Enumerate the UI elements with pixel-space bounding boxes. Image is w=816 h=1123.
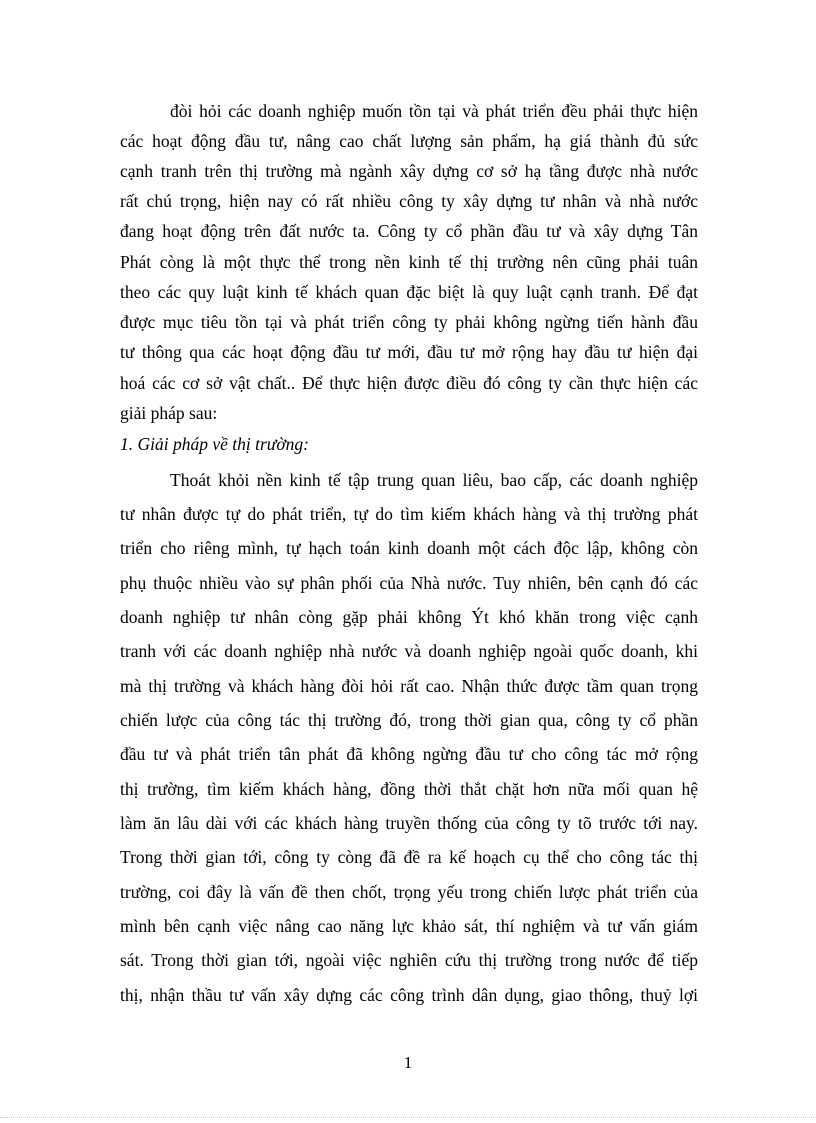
paragraph-2-line-3: triển cho riêng mình, tự hạch toán kinh doanh một cách độc lập, không còn: [120, 538, 698, 558]
paragraph-1-line-7: theo các quy luật kinh tế khách quan đặc biệt là quy luật cạnh tranh. Để đạt: [120, 282, 698, 302]
paragraph-2-line-10: thị trường, tìm kiếm khách hàng, đồng thời thắt chặt hơn nữa mối quan hệ: [120, 779, 698, 799]
paragraph-1-line-5: đang hoạt động trên đất nước ta. Công ty cổ phần đầu tư và xây dựng Tân: [120, 221, 698, 241]
paragraph-2-line-1: Thoát khỏi nền kinh tế tập trung quan liêu, bao cấp, các doanh nghiệp: [170, 470, 698, 490]
paragraph-1-line-3: cạnh tranh trên thị trường mà ngành xây dựng cơ sở hạ tầng được nhà nước: [120, 161, 698, 181]
paragraph-2-line-13: trường, coi đây là vấn đề then chốt, trọng yếu trong chiến lược phát triển của: [120, 882, 698, 902]
paragraph-2-line-4: phụ thuộc nhiều vào sự phân phối của Nhà nước. Tuy nhiên, bên cạnh đó các: [120, 573, 698, 593]
paragraph-2-line-16: thị, nhận thầu tư vấn xây dựng các công trình dân dụng, giao thông, thuỷ lợi: [120, 985, 698, 1005]
paragraph-1-line-4: rất chú trọng, hiện nay có rất nhiều công ty xây dựng tư nhân và nhà nước: [120, 191, 698, 211]
paragraph-2-line-9: đầu tư và phát triển tân phát đã không ngừng đầu tư cho công tác mở rộng: [120, 744, 698, 764]
paragraph-1-line-9: tư thông qua các hoạt động đầu tư mới, đầu tư mở rộng hay đầu tư hiện đại: [120, 342, 698, 362]
page-bottom-rule: [0, 1117, 816, 1118]
paragraph-1-line-2: các hoạt động đầu tư, nâng cao chất lượng sản phẩm, hạ giá thành đủ sức: [120, 131, 698, 151]
page-number: 1: [403, 1053, 413, 1072]
paragraph-2-line-5: doanh nghiệp tư nhân còng gặp phải không Ýt khó khăn trong việc cạnh: [120, 607, 698, 627]
paragraph-2-line-11: làm ăn lâu dài với các khách hàng truyền thống của công ty tõ trước tới nay.: [120, 813, 698, 833]
paragraph-2-line-7: mà thị trường và khách hàng đòi hỏi rất cao. Nhận thức được tầm quan trọng: [120, 676, 698, 696]
paragraph-2-line-2: tư nhân được tự do phát triển, tự do tìm kiếm khách hàng và thị trường phát: [120, 504, 698, 524]
paragraph-2-line-14: mình bên cạnh việc nâng cao năng lực khảo sát, thí nghiệm và tư vấn giám: [120, 916, 698, 936]
paragraph-1-line-11: giải pháp sau:: [120, 403, 218, 423]
paragraph-2-line-6: tranh với các doanh nghiệp nhà nước và doanh nghiệp ngoài quốc doanh, khi: [120, 641, 698, 661]
paragraph-2-line-12: Trong thời gian tới, công ty còng đã đề ra kế hoạch cụ thể cho công tác thị: [120, 847, 698, 867]
paragraph-1-line-1: đòi hỏi các doanh nghiệp muốn tồn tại và phát triển đều phải thực hiện: [170, 101, 698, 121]
section-heading: 1. Giải pháp về thị trường:: [120, 434, 310, 454]
paragraph-1-line-8: được mục tiêu tồn tại và phát triển công ty phải không ngừng tiến hành đầu: [120, 312, 698, 332]
paragraph-2-line-8: chiến lược của công tác thị trường đó, trong thời gian qua, công ty cổ phần: [120, 710, 698, 730]
paragraph-1-line-10: hoá các cơ sở vật chất.. Để thực hiện được điều đó công ty cần thực hiện các: [120, 373, 698, 393]
paragraph-2-line-15: sát. Trong thời gian tới, ngoài việc nghiên cứu thị trường trong nước để tiếp: [120, 950, 698, 970]
paragraph-1-line-6: Phát còng là một thực thể trong nền kinh tế thị trường nên cũng phải tuân: [120, 252, 698, 272]
